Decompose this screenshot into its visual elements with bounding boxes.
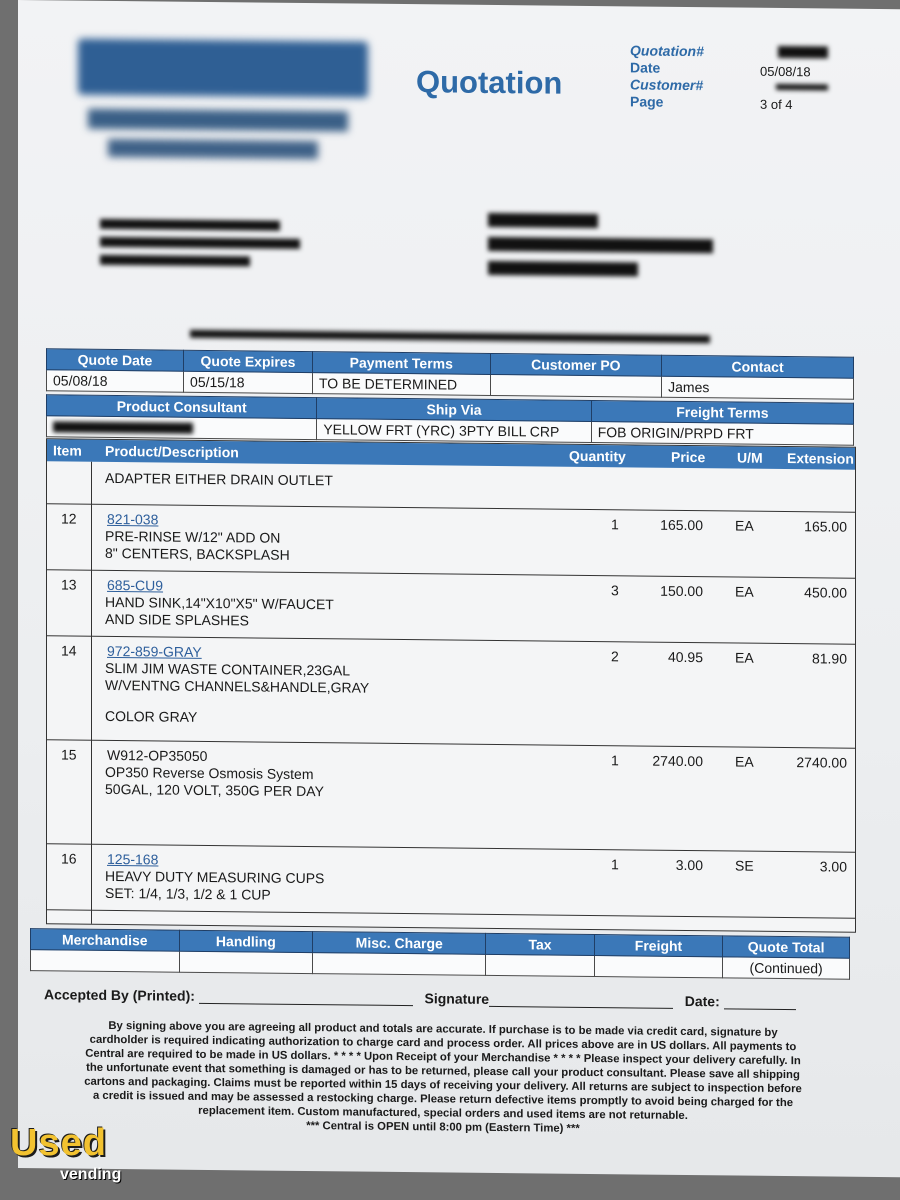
item-code-link[interactable]: 821-038 bbox=[107, 510, 159, 528]
freight-terms-header: Freight Terms bbox=[591, 401, 853, 425]
quote-total-cell: (Continued) bbox=[723, 957, 850, 979]
redacted-quotation-number bbox=[778, 46, 828, 59]
item-um: EA bbox=[735, 583, 754, 600]
date-label: Date bbox=[630, 59, 661, 76]
item-price: 165.00 bbox=[660, 516, 703, 534]
payment-terms-header: Payment Terms bbox=[312, 352, 490, 375]
item-code: W912-OP35050 bbox=[107, 746, 208, 764]
quotation-number-label: Quotation# bbox=[630, 42, 704, 60]
item-code-link[interactable]: 685-CU9 bbox=[107, 576, 164, 594]
redacted-bill-to-address bbox=[100, 219, 305, 271]
handling-header: Handling bbox=[179, 930, 313, 952]
item-code-link[interactable]: 972-859-GRAY bbox=[107, 642, 202, 660]
quote-total-header: Quote Total bbox=[723, 936, 850, 958]
item-description: HAND SINK,14"X10"X5" W/FAUCET AND SIDE SPLASHES bbox=[105, 593, 334, 629]
table-row bbox=[47, 569, 855, 644]
ship-via-header: Ship Via bbox=[317, 398, 591, 422]
shipping-info-table bbox=[46, 394, 854, 445]
item-quantity: 2 bbox=[611, 648, 619, 665]
product-consultant-header: Product Consultant bbox=[47, 395, 317, 419]
signature-label: Signature bbox=[424, 990, 490, 1007]
table-row bbox=[47, 635, 855, 748]
item-extension: 165.00 bbox=[804, 518, 847, 535]
used-vending-badge bbox=[10, 1122, 180, 1192]
badge-sub: vending bbox=[60, 1166, 122, 1183]
freight-terms-cell: FOB ORIGIN/PRPD FRT bbox=[591, 422, 853, 446]
customer-po-header: Customer PO bbox=[490, 353, 662, 376]
freight-cell bbox=[594, 956, 722, 978]
item-quantity: 1 bbox=[611, 752, 619, 769]
acceptance-line bbox=[44, 986, 864, 1011]
misc-charge-cell bbox=[313, 953, 486, 976]
quote-expires-header: Quote Expires bbox=[184, 350, 313, 372]
redacted-ship-to-address bbox=[488, 213, 718, 285]
quotation-document bbox=[18, 0, 900, 1177]
date-label: Date: bbox=[684, 992, 720, 1010]
quote-expires-cell: 05/15/18 bbox=[184, 371, 313, 393]
freight-header: Freight bbox=[594, 935, 722, 957]
signature-field[interactable] bbox=[489, 1006, 673, 1009]
badge-main: Used bbox=[10, 1122, 107, 1164]
item-um: EA bbox=[735, 753, 754, 770]
redacted-customer-number bbox=[776, 84, 828, 91]
item-number: 14 bbox=[61, 642, 77, 659]
contact-header: Contact bbox=[662, 355, 854, 378]
item-um: SE bbox=[735, 857, 754, 874]
misc-charge-header: Misc. Charge bbox=[313, 932, 486, 955]
page-label: Page bbox=[630, 93, 664, 110]
contact-cell: James bbox=[662, 376, 854, 399]
item-um: EA bbox=[735, 517, 754, 534]
product-consultant-cell bbox=[47, 416, 317, 440]
page-value: 3 of 4 bbox=[760, 96, 793, 113]
item-number: 12 bbox=[61, 510, 77, 527]
item-price: 3.00 bbox=[675, 856, 703, 874]
item-code-link[interactable]: 125-168 bbox=[107, 850, 159, 868]
item-number: 16 bbox=[61, 850, 77, 867]
meta-values bbox=[760, 46, 828, 114]
quote-info-table bbox=[46, 348, 854, 399]
merchandise-header: Merchandise bbox=[31, 929, 180, 952]
item-number: 15 bbox=[61, 746, 77, 763]
um-column-header: U/M bbox=[737, 449, 763, 466]
payment-terms-cell: TO BE DETERMINED bbox=[312, 373, 490, 396]
price-column-header: Price bbox=[671, 448, 706, 466]
totals-table bbox=[30, 928, 850, 980]
terms-and-conditions: By signing above you are agreeing all product and totals are accurate. If purchase is to be made via credit card, signature by cardholder is required indicating authorization to charge card and process order. All prices above are in US dollars. All payments to Central are required to be made in US dollars. * * * * Upon Receipt of your Merchandise * * * * Please inspect your delivery carefully. In the unfortunate event that something is damaged or has to be returned, please call your product consultant. Please save all shipping cartons and packaging. Claims must be reported within 15 days of receiving your delivery. All returns are subject to inspection before a credit is issued and may be assessed a restocking charge. Please return defective items promptly to avoid being charged for the replacement item. Custom manufactured, special orders and used items are not returnable. *** Central is OPEN until 8:00 pm (Eastern Time) *** bbox=[84, 1019, 802, 1135]
tax-cell bbox=[486, 954, 594, 976]
customer-number-label: Customer# bbox=[630, 76, 704, 94]
line-items-table bbox=[46, 438, 856, 932]
table-row bbox=[47, 503, 855, 578]
quantity-column-header: Quantity bbox=[569, 447, 626, 465]
item-number: 13 bbox=[61, 576, 77, 593]
accepted-by-field[interactable] bbox=[199, 1003, 413, 1006]
item-extension: 2740.00 bbox=[796, 754, 847, 771]
merchandise-cell bbox=[31, 950, 180, 973]
table-row bbox=[47, 843, 855, 918]
company-logo bbox=[78, 39, 378, 162]
item-quantity: 3 bbox=[611, 582, 619, 599]
tax-header: Tax bbox=[486, 933, 594, 955]
item-price: 150.00 bbox=[660, 582, 703, 600]
date-field[interactable] bbox=[724, 1008, 796, 1010]
customer-po-cell bbox=[490, 374, 662, 397]
item-price: 40.95 bbox=[667, 648, 703, 666]
document-title: Quotation bbox=[416, 64, 563, 101]
extension-column-header: Extension bbox=[787, 450, 854, 467]
item-description: OP350 Reverse Osmosis System 50GAL, 120 VOLT, 350G PER DAY bbox=[105, 763, 324, 800]
handling-cell bbox=[179, 951, 313, 973]
item-description: PRE-RINSE W/12" ADD ON 8" CENTERS, BACKSPLASH bbox=[105, 527, 290, 563]
item-description: HEAVY DUTY MEASURING CUPS SET: 1/4, 1/3, 1/2 & 1 CUP bbox=[105, 867, 325, 903]
item-quantity: 1 bbox=[611, 516, 619, 533]
accepted-by-label: Accepted By (Printed): bbox=[44, 986, 195, 1004]
quote-date-value: 05/08/18 bbox=[760, 63, 811, 80]
table-row bbox=[47, 739, 855, 852]
item-column-header: Item bbox=[53, 442, 82, 459]
description-column-header: Product/Description bbox=[105, 442, 239, 461]
item-extension: 3.00 bbox=[819, 858, 847, 875]
item-quantity: 1 bbox=[611, 856, 619, 873]
item-um: EA bbox=[735, 649, 754, 666]
item-extension: 450.00 bbox=[804, 584, 847, 601]
redacted-address-line bbox=[190, 330, 710, 343]
ship-via-cell: YELLOW FRT (YRC) 3PTY BILL CRP bbox=[317, 419, 591, 443]
item-description: ADAPTER EITHER DRAIN OUTLET bbox=[105, 469, 333, 489]
meta-labels bbox=[630, 42, 704, 111]
item-extension: 81.90 bbox=[811, 650, 847, 667]
item-price: 2740.00 bbox=[652, 752, 703, 770]
quote-date-header: Quote Date bbox=[47, 349, 184, 371]
quote-date-cell: 05/08/18 bbox=[47, 370, 184, 392]
item-description: SLIM JIM WASTE CONTAINER,23GAL W/VENTNG CHANNELS&HANDLE,GRAY COLOR GRAY bbox=[105, 659, 370, 725]
